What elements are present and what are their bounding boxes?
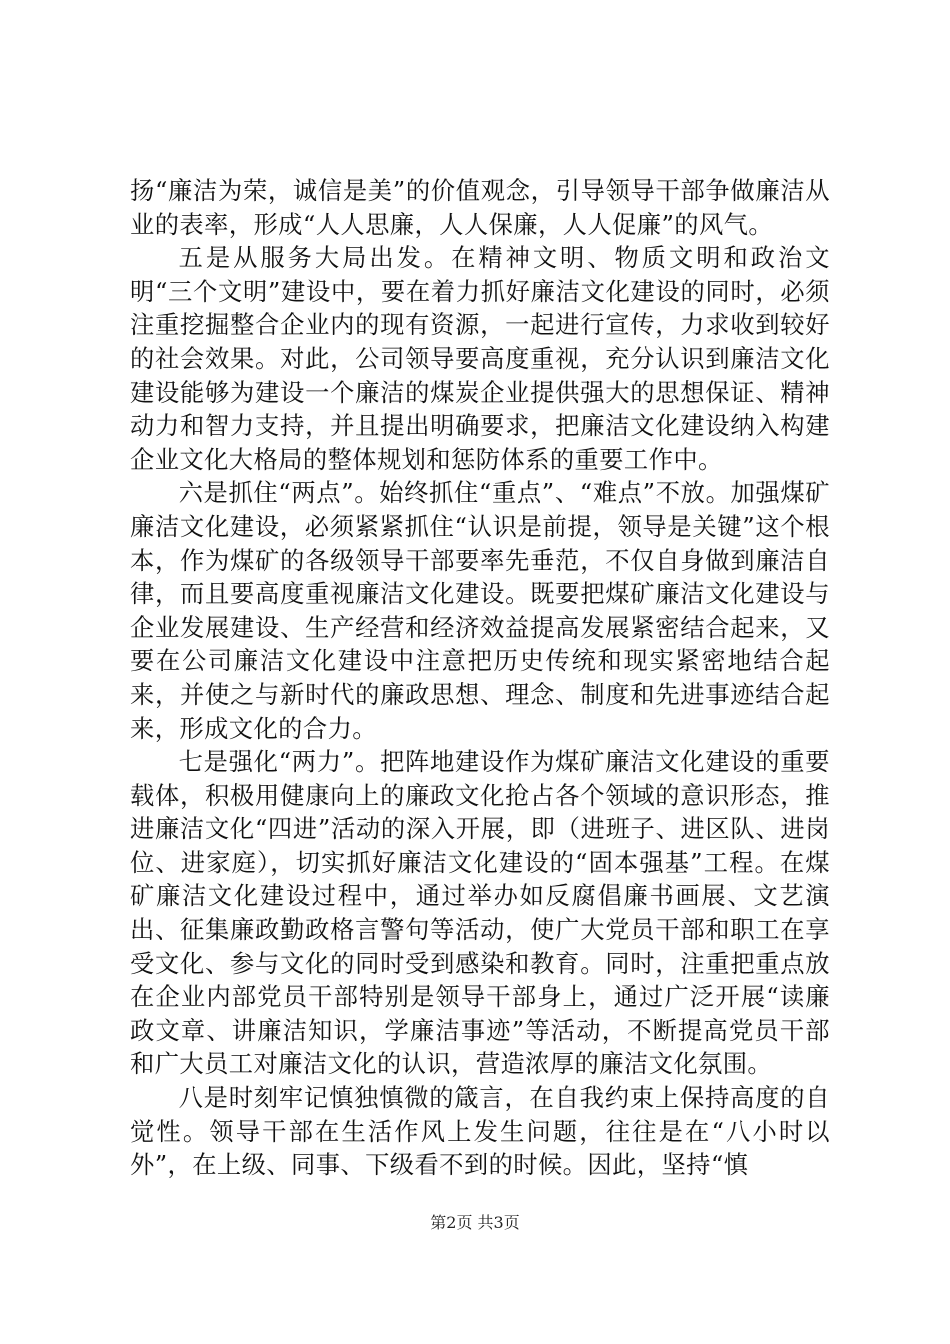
paragraph-point-six: 六是抓住“两点”。始终抓住“重点”、“难点”不放。加强煤矿廉洁文化建设，必须紧紧抓住“认识是前提，领导是关键”这个根本，作为煤矿的各级领导干部要率先垂范，不仅自身做到廉洁自律，而且要高度重视廉洁文化建设。既要把煤矿廉洁文化建设与企业发展建设、生产经营和经济效益提高发展紧密结合起来，又要在公司廉洁文化建设中注意把历史传统和现实紧密地结合起来，并使之与新时代的廉政思想、理念、制度和先进事迹结合起来，形成文化的合力。 [130,478,830,743]
paragraph-point-eight: 八是时刻牢记慎独慎微的箴言，在自我约束上保持高度的自觉性。领导干部在生活作风上发生问题，往往是在“八小时以外”，在上级、同事、下级看不到的时候。因此，坚持“慎 [130,1083,830,1180]
page-footer: 第2页 共3页 [430,1213,520,1232]
document-body [130,174,830,1182]
paragraph-point-seven: 七是强化“两力”。把阵地建设作为煤矿廉洁文化建设的重要载体，积极用健康向上的廉政文化抢占各个领域的意识形态，推进廉洁文化“四进”活动的深入开展，即（进班子、进区队、进岗位、进家庭），切实抓好廉洁文化建设的“固本强基”工程。在煤矿廉洁文化建设过程中，通过举办如反腐倡廉书画展、文艺演出、征集廉政勤政格言警句等活动，使广大党员干部和职工在享受文化、参与文化的同时受到感染和教育。同时，注重把重点放在企业内部党员干部特别是领导干部身上，通过广泛开展“读廉政文章、讲廉洁知识，学廉洁事迹”等活动，不断提高党员干部和广大员工对廉洁文化的认识，营造浓厚的廉洁文化氛围。 [130,747,830,1079]
paragraph-point-five: 五是从服务大局出发。在精神文明、物质文明和政治文明“三个文明”建设中，要在着力抓好廉洁文化建设的同时，必须注重挖掘整合企业内的现有资源，一起进行宣传，力求收到较好的社会效果。对此，公司领导要高度重视，充分认识到廉洁文化建设能够为建设一个廉洁的煤炭企业提供强大的思想保证、精神动力和智力支持，并且提出明确要求，把廉洁文化建设纳入构建企业文化大格局的整体规划和惩防体系的重要工作中。 [130,243,830,474]
paragraph-continuation: 扬“廉洁为荣，诚信是美”的价值观念，引导领导干部争做廉洁从业的表率，形成“人人思廉，人人保廉，人人促廉”的风气。 [130,176,830,239]
